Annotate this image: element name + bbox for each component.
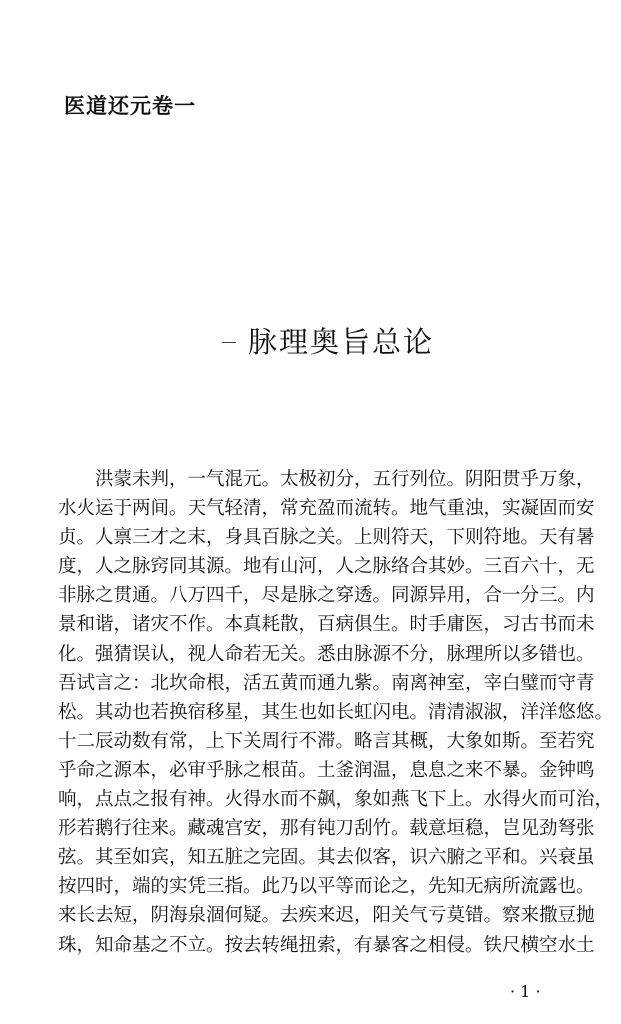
text-line: 松。其动也若换宿移星，其生也如长虹闪电。清清淑淑，洋洋悠悠。 bbox=[58, 701, 614, 723]
text-line: 度，人之脉窍同其源。地有山河，人之脉络合其妙。三百六十，无 bbox=[58, 556, 595, 578]
volume-header: 医道还元卷一 bbox=[64, 94, 196, 118]
text-line: 来长去短，阴海泉涸何疑。去疾来迟，阳关气亏莫错。察来撒豆抛 bbox=[58, 905, 595, 927]
title-dash-ornament bbox=[222, 342, 236, 343]
text-line: 水火运于两间。天气轻清，常充盈而流转。地气重浊，实凝固而安 bbox=[58, 498, 595, 520]
text-line: 非脉之贯通。八万四千，尽是脉之穿透。同源异用，合一分三。内 bbox=[58, 585, 595, 607]
text-line: 弦。其至如宾，知五脏之完固。其去似客，识六腑之平和。兴衰虽 bbox=[58, 847, 595, 869]
text-line: 贞。人禀三才之末，身具百脉之关。上则符天，下则符地。天有暑 bbox=[58, 527, 595, 549]
text-line: 按四时，端的实凭三指。此乃以平等而论之，先知无病所流露也。 bbox=[58, 876, 595, 898]
body-text bbox=[58, 465, 614, 960]
text-line: 景和谐，诸灾不作。本真耗散，百病俱生。时手庸医，习古书而未 bbox=[58, 614, 595, 636]
chapter-title: 脉理奥旨总论 bbox=[248, 325, 435, 359]
text-line: 响，点点之报有神。火得水而不飙，象如燕飞下上。水得火而可治， bbox=[58, 789, 614, 811]
text-line: 乎命之源本，必审乎脉之根苗。土釜润温，息息之来不暴。金钟鸣 bbox=[58, 759, 595, 781]
text-line: 珠，知命基之不立。按去转绳扭索，有暴客之相侵。铁尺横空水土 bbox=[58, 934, 595, 956]
text-line: 形若鹅行往来。藏魂宫安，那有钝刀刮竹。载意垣稳，岂见劲弩张 bbox=[58, 818, 595, 840]
text-line: 十二辰动数有常，上下关周行不滞。略言其概，大象如斯。至若究 bbox=[58, 730, 595, 752]
text-line: 化。强猜误认，视人命若无关。悉由脉源不分，脉理所以多错也。 bbox=[58, 643, 595, 665]
text-line: 洪蒙未判，一气混元。太极初分，五行列位。阴阳贯乎万象， bbox=[95, 469, 595, 490]
page-number: · 1 · bbox=[510, 982, 541, 1001]
text-line: 吾试言之：北坎命根，活五黄而通九紫。南离神室，宰白璧而守青 bbox=[58, 672, 595, 694]
